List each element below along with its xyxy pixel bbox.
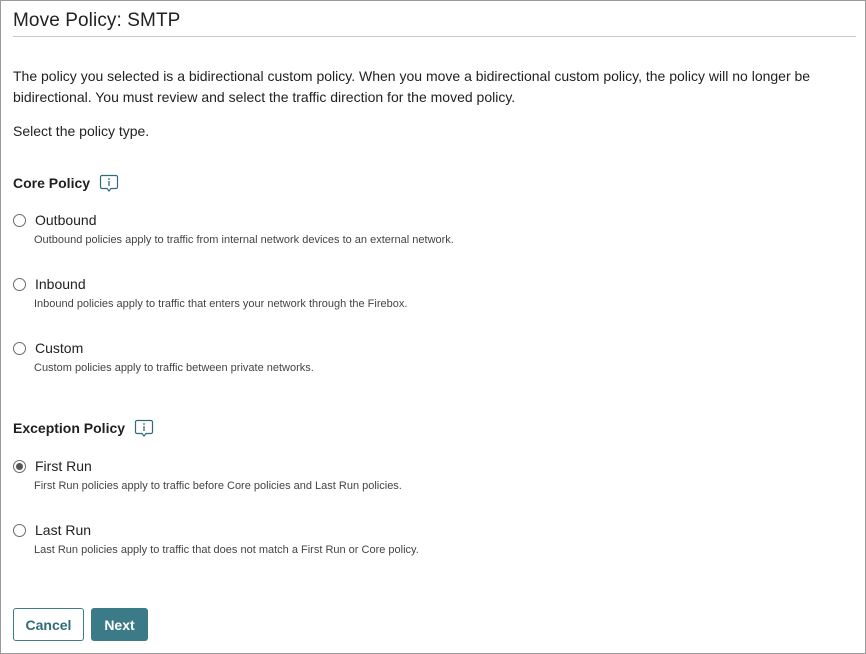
outbound-label[interactable]: Outbound [35,212,97,228]
custom-radio-row[interactable] [13,340,314,356]
last-run-label[interactable]: Last Run [35,522,92,538]
first-run-radio-row[interactable] [13,458,402,474]
option-custom [13,340,314,374]
exception-policy-heading [13,418,154,438]
custom-description: Custom policies apply to traffic between private networks. [34,362,314,374]
last-run-description: Last Run policies apply to traffic that does not match a First Run or Core policy. [34,544,419,556]
instruction-text: Select the policy type. [13,123,150,139]
first-run-radio[interactable] [13,460,26,473]
option-last-run [13,522,419,556]
first-run-description: First Run policies apply to traffic before Core policies and Last Run policies. [34,480,402,492]
inbound-description: Inbound policies apply to traffic that enters your network through the Firebox. [34,298,408,310]
intro-text: The policy you selected is a bidirectional custom policy. When you move a bidirectional custom policy, the policy will no longer be bidirectional. You must review and select the traffic direction for the moved policy. [13,68,811,105]
last-run-radio[interactable] [13,524,26,537]
inbound-radio-row[interactable] [13,276,407,292]
option-first-run [13,458,402,492]
last-run-radio-row[interactable] [13,522,419,538]
next-button[interactable]: Next [91,608,148,641]
title-divider [13,36,856,37]
core-policy-heading-label: Core Policy [13,175,91,191]
outbound-radio[interactable] [13,214,26,227]
outbound-description: Outbound policies apply to traffic from internal network devices to an external network. [34,234,454,246]
first-run-label[interactable]: First Run [35,458,92,474]
cancel-button[interactable]: Cancel [13,608,84,641]
dialog-title: Move Policy: SMTP [13,10,181,31]
option-outbound [13,212,454,246]
core-policy-heading [13,173,119,193]
inbound-label[interactable]: Inbound [35,276,86,292]
option-inbound [13,276,407,310]
custom-label[interactable]: Custom [35,340,84,356]
custom-radio[interactable] [13,342,26,355]
exception-policy-info-icon[interactable] [134,418,154,438]
core-policy-info-icon[interactable] [99,173,119,193]
inbound-radio[interactable] [13,278,26,291]
outbound-radio-row[interactable] [13,212,454,228]
exception-policy-heading-label: Exception Policy [13,420,126,436]
